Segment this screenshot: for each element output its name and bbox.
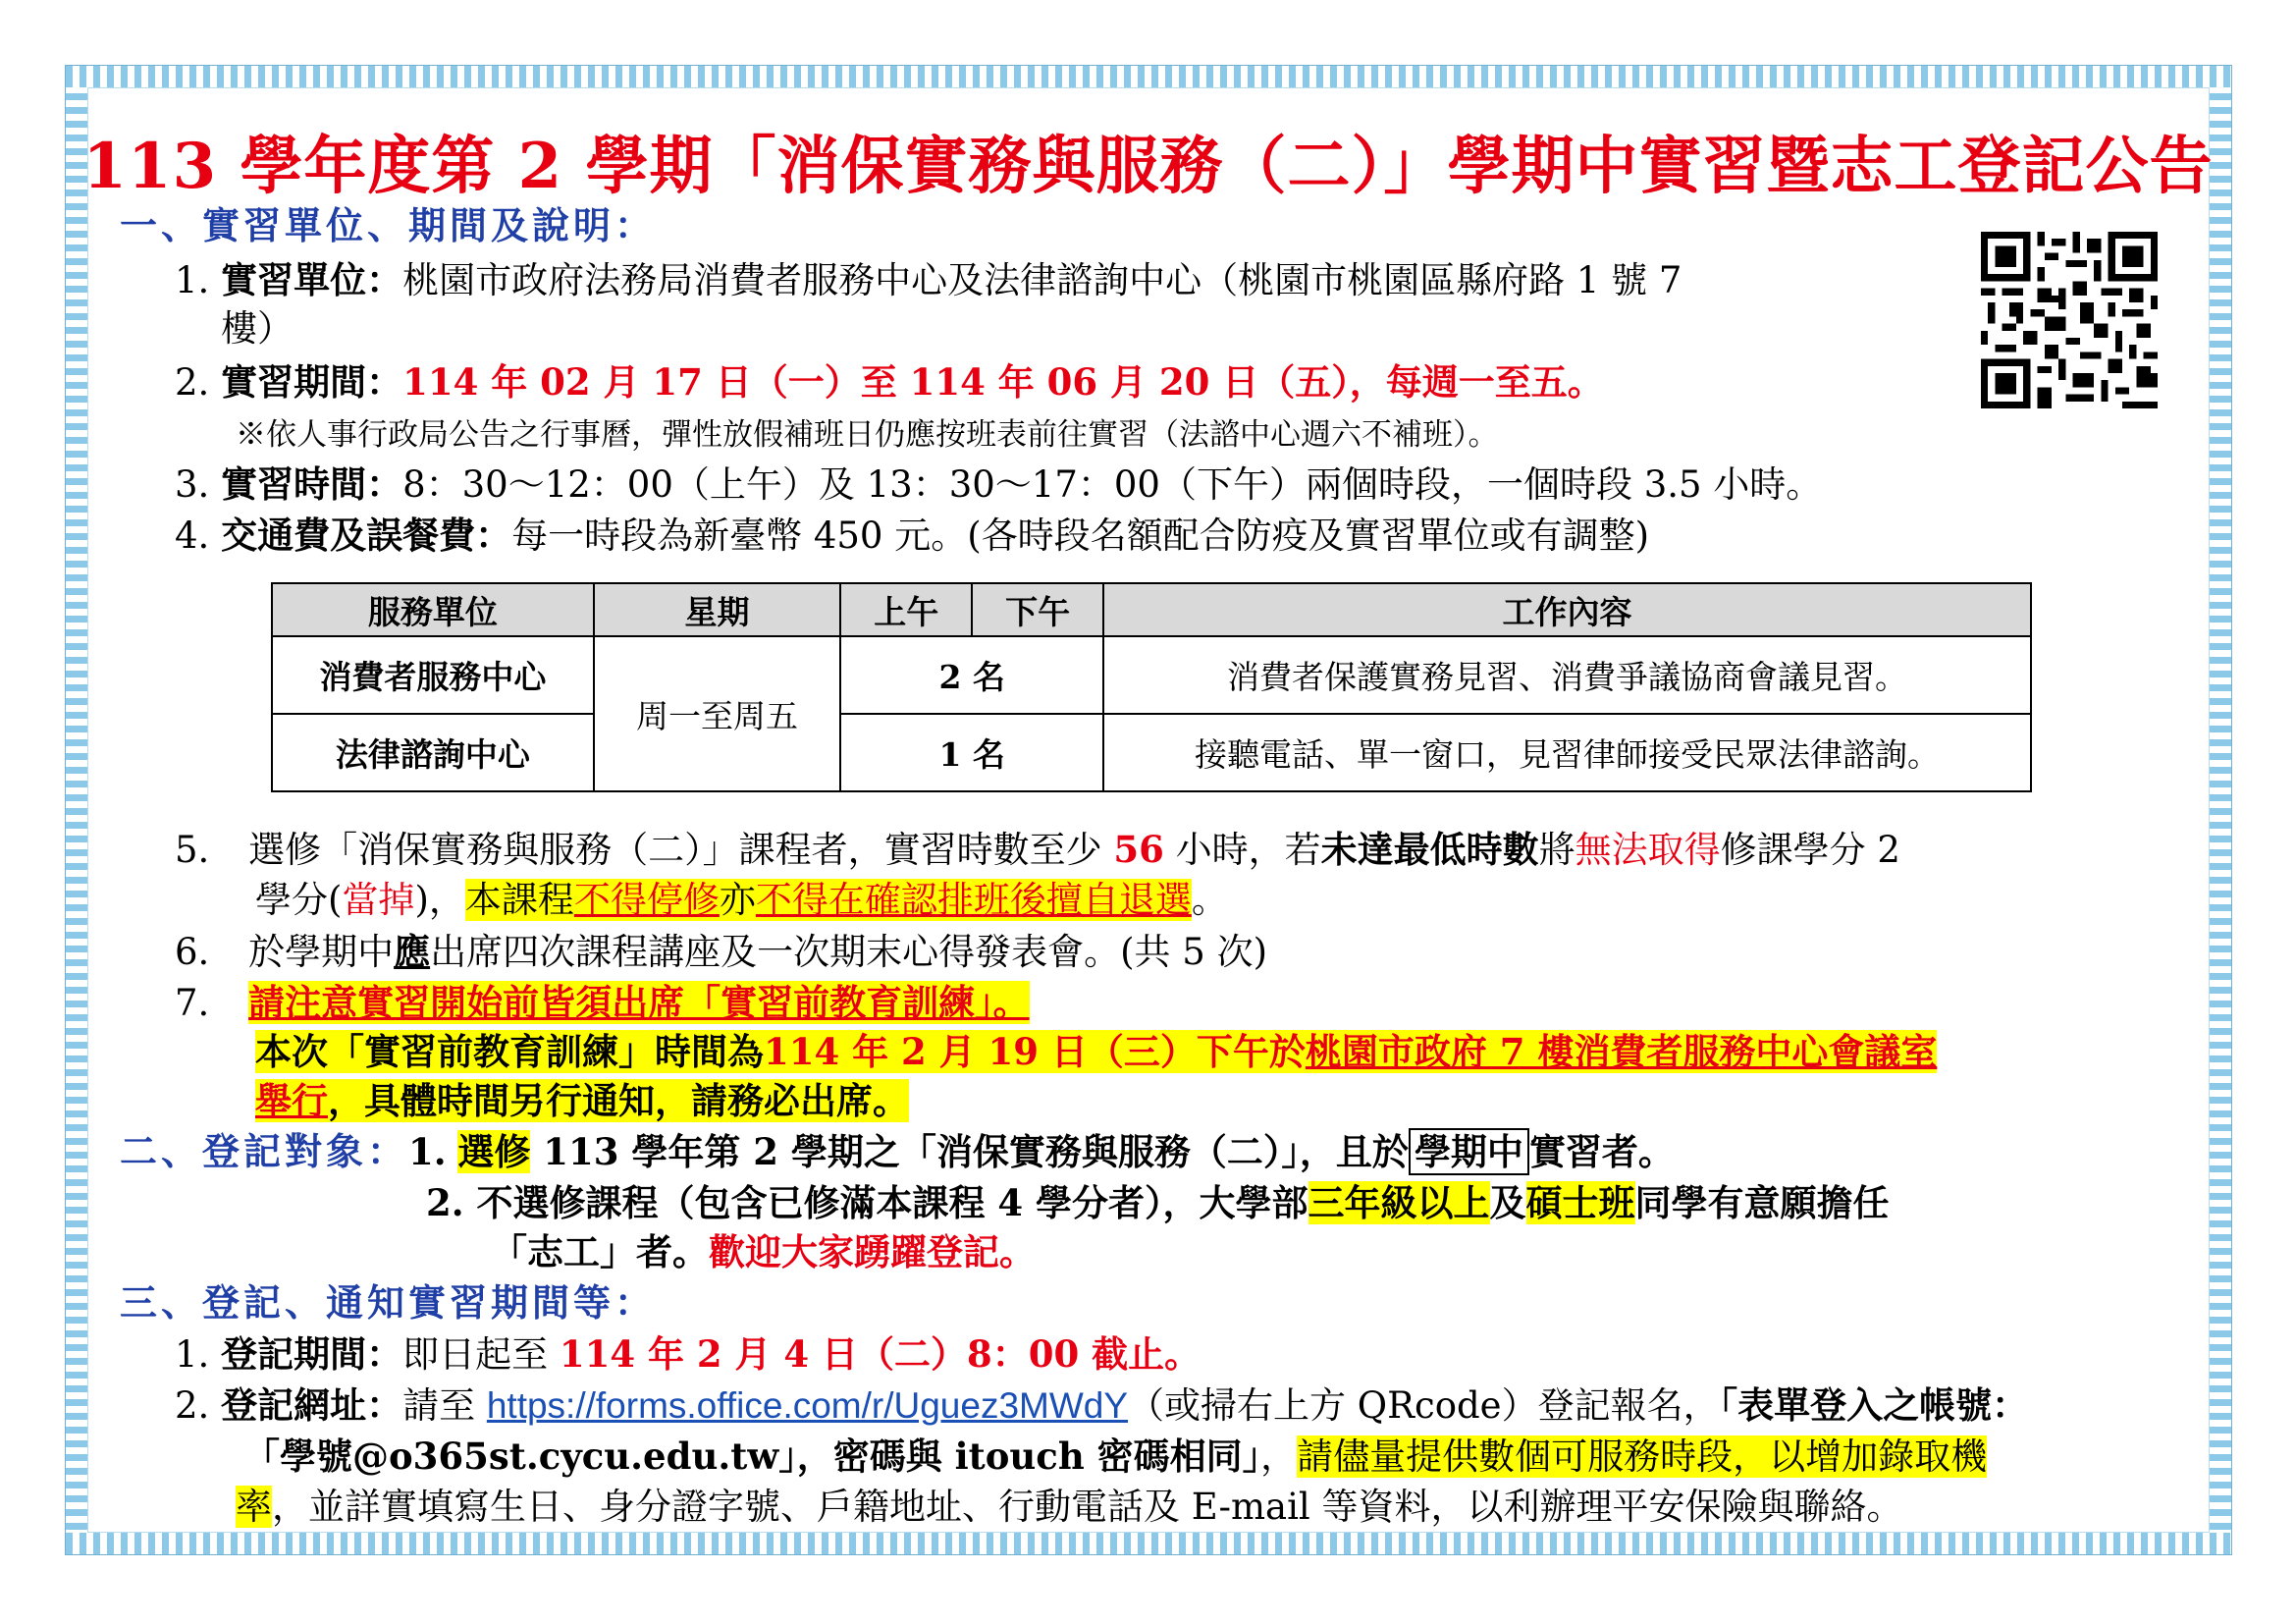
table-header: 上午 bbox=[840, 583, 972, 636]
item-text: 請注意實習開始前皆須出席「實習前教育訓練」。 bbox=[248, 981, 1030, 1024]
item-number: 4. bbox=[175, 514, 210, 557]
table-row bbox=[272, 714, 2031, 791]
item1-1-cont: 樓） bbox=[221, 307, 294, 350]
section2-heading: 二、登記對象： bbox=[120, 1129, 409, 1173]
item-text: 「表單登入之帳號： bbox=[1719, 1383, 2029, 1427]
item-label: 登記期間： bbox=[221, 1332, 403, 1376]
item3-2-cont2 bbox=[236, 1485, 1903, 1530]
section3-heading: 三、登記、通知實習期間等： bbox=[120, 1280, 657, 1325]
item-text: 學分( bbox=[255, 879, 343, 921]
item-text: 選修「消保實務與服務（二）」課程者，實習時數至少 bbox=[248, 829, 1114, 871]
item-text: 「學號@o365st.cycu.edu.tw」，密碼與 itouch 密碼相同」 bbox=[243, 1435, 1261, 1478]
table-cell-quota: 2 名 bbox=[840, 636, 1103, 714]
table-header: 工作內容 bbox=[1103, 583, 2031, 636]
table-header: 星期 bbox=[594, 583, 841, 636]
min-hours: 56 bbox=[1113, 828, 1164, 871]
item-text: 請儘量提供數個可服務時段，以增加錄取機 bbox=[1297, 1435, 1988, 1478]
item-text: )， bbox=[414, 879, 465, 921]
table-cell-days: 周一至周五 bbox=[594, 636, 841, 791]
highlight-group bbox=[465, 879, 1192, 921]
registration-deadline: 114 年 2 月 4 日（二）8：00 截止。 bbox=[559, 1332, 1201, 1376]
item1-7 bbox=[175, 980, 1030, 1026]
item-text: 8：30～12：00（上午）及 13：30～17：00（下午）兩個時段，一個時段 3.5 小時。 bbox=[402, 463, 1823, 506]
item1-5 bbox=[175, 827, 1900, 873]
item3-2 bbox=[175, 1382, 2028, 1429]
item-text: 無法取得 bbox=[1575, 829, 1721, 871]
registration-link[interactable]: https://forms.office.com/r/Uguez3MWdY bbox=[486, 1385, 1129, 1426]
internship-period: 114 年 02 月 17 日（一）至 114 年 06 月 20 日（五），每週一至五。 bbox=[402, 360, 1604, 404]
table-cell-unit: 法律諮詢中心 bbox=[272, 714, 594, 791]
item-number: 5. bbox=[175, 829, 210, 871]
item-text: 。 bbox=[1191, 879, 1228, 921]
item1-7-cont bbox=[255, 1029, 1937, 1074]
internship-table bbox=[271, 582, 2032, 792]
item3-1 bbox=[175, 1331, 1201, 1378]
section2-row2 bbox=[426, 1180, 1890, 1225]
item-text: 本次「實習前教育訓練」時間為 bbox=[255, 1030, 764, 1073]
item-text: ，並詳實填寫生日、身分證字號、戶籍地址、行動電話及 E-mail 等資料，以利辦理平安保險與聯絡。 bbox=[272, 1486, 1903, 1528]
table-header: 下午 bbox=[972, 583, 1103, 636]
section2-row1 bbox=[120, 1129, 1675, 1175]
item-text: 114 年 2 月 19 日（三）下午於 bbox=[764, 1030, 1306, 1073]
item-text: 率 bbox=[236, 1486, 272, 1528]
item-text: 每一時段為新臺幣 450 元。(各時段名額配合防疫及實習單位或有調整) bbox=[511, 514, 1650, 557]
item-text: 修課學分 2 bbox=[1720, 829, 1900, 871]
item-text: 即日起至 bbox=[402, 1333, 560, 1376]
item-text: 應 bbox=[394, 930, 431, 973]
item1-1 bbox=[175, 257, 1682, 303]
item-text: 同學有意願擔任 bbox=[1634, 1181, 1890, 1224]
item-text: 本課程 bbox=[464, 879, 574, 921]
item-text: 舉行 bbox=[255, 1079, 328, 1122]
item-text: 桃園市政府法務局消費者服務中心及法律諮詢中心（桃園市桃園區縣府路 1 號 7 bbox=[402, 259, 1682, 301]
item-text: 歡迎大家踴躍登記。 bbox=[709, 1230, 1036, 1273]
table-row bbox=[272, 636, 2031, 714]
page-title: 113 學年度第 2 學期「消保實務與服務（二）」學期中實習暨志工登記公告 bbox=[82, 130, 2214, 203]
item1-2 bbox=[175, 359, 1604, 406]
item-text: 出席四次課程講座及一次期末心得發表會。(共 5 次) bbox=[430, 931, 1268, 973]
section2-row3 bbox=[491, 1229, 1036, 1274]
item1-2-note: ※依人事行政局公告之行事曆，彈性放假補班日仍應按班表前往實習（法諮中心週六不補班）。 bbox=[236, 417, 1499, 453]
item-text: 不選修課程（包含已修滿本課程 4 學分者），大學部 bbox=[476, 1181, 1308, 1224]
item-text: 碩士班 bbox=[1525, 1181, 1635, 1224]
item-text: 學期中 bbox=[1409, 1128, 1529, 1175]
item-label: 實習單位： bbox=[221, 258, 403, 301]
table-cell-quota: 1 名 bbox=[840, 714, 1103, 791]
item-label: 實習期間： bbox=[221, 360, 403, 404]
item-text: 實習者。 bbox=[1528, 1130, 1675, 1173]
item-number: 2. bbox=[175, 361, 210, 404]
item-text: （或掃右上方 QRcode）登記報名， bbox=[1128, 1384, 1720, 1427]
item-text: 三年級以上 bbox=[1308, 1181, 1490, 1224]
item-text: 不得停修 bbox=[573, 879, 720, 921]
item1-3 bbox=[175, 461, 1822, 508]
item-text: 將 bbox=[1538, 829, 1575, 871]
item-text: 小時，若 bbox=[1163, 829, 1321, 871]
item1-7-cont2 bbox=[255, 1078, 909, 1123]
item-text: 未達最低時數 bbox=[1320, 828, 1539, 871]
item-text: 當掉 bbox=[342, 879, 415, 921]
item-number: 1. bbox=[175, 1333, 210, 1376]
item-number: 1. bbox=[175, 259, 210, 301]
item-label: 實習時間： bbox=[221, 462, 403, 506]
item-text: 桃園市政府 7 樓消費者服務中心會議室 bbox=[1305, 1030, 1938, 1073]
item1-4 bbox=[175, 513, 1649, 559]
item-number: 7. bbox=[175, 982, 210, 1024]
item-text: ，具體時間另行通知，請務必出席。 bbox=[328, 1079, 909, 1122]
table-cell-work: 接聽電話、單一窗口，見習律師接受民眾法律諮詢。 bbox=[1103, 714, 2031, 791]
item-text: 請至 bbox=[402, 1384, 487, 1427]
item-number: 6. bbox=[175, 931, 210, 973]
item-number: 2. bbox=[175, 1384, 210, 1427]
table-cell-work: 消費者保護實務見習、消費爭議協商會議見習。 bbox=[1103, 636, 2031, 714]
table-cell-unit: 消費者服務中心 bbox=[272, 636, 594, 714]
item-text: 及 bbox=[1489, 1181, 1526, 1224]
table-header: 服務單位 bbox=[272, 583, 594, 636]
item1-5-cont bbox=[255, 878, 1228, 923]
item1-6 bbox=[175, 929, 1267, 975]
item-text: 亦 bbox=[719, 879, 756, 921]
item-text: 「志工」者。 bbox=[491, 1230, 709, 1273]
qr-code-icon bbox=[1981, 232, 2158, 408]
item-number: 3. bbox=[175, 463, 210, 506]
item-number: 2. bbox=[426, 1181, 464, 1224]
item-text: 113 學年第 2 學期之「消保實務與服務（二）」，且於 bbox=[530, 1130, 1409, 1173]
item-number: 1. bbox=[408, 1130, 447, 1173]
table-header-row bbox=[272, 583, 2031, 636]
item-label: 交通費及誤餐費： bbox=[221, 514, 512, 557]
item-text: ， bbox=[1260, 1435, 1298, 1478]
item-text: 不得在確認排班後擅自退選 bbox=[755, 879, 1192, 921]
item-text: 選修 bbox=[457, 1130, 531, 1173]
item-label: 登記網址： bbox=[221, 1383, 403, 1427]
item3-2-cont bbox=[243, 1434, 1987, 1480]
item-text: 於學期中 bbox=[248, 931, 395, 973]
section1-heading: 一、實習單位、期間及說明： bbox=[120, 203, 657, 247]
